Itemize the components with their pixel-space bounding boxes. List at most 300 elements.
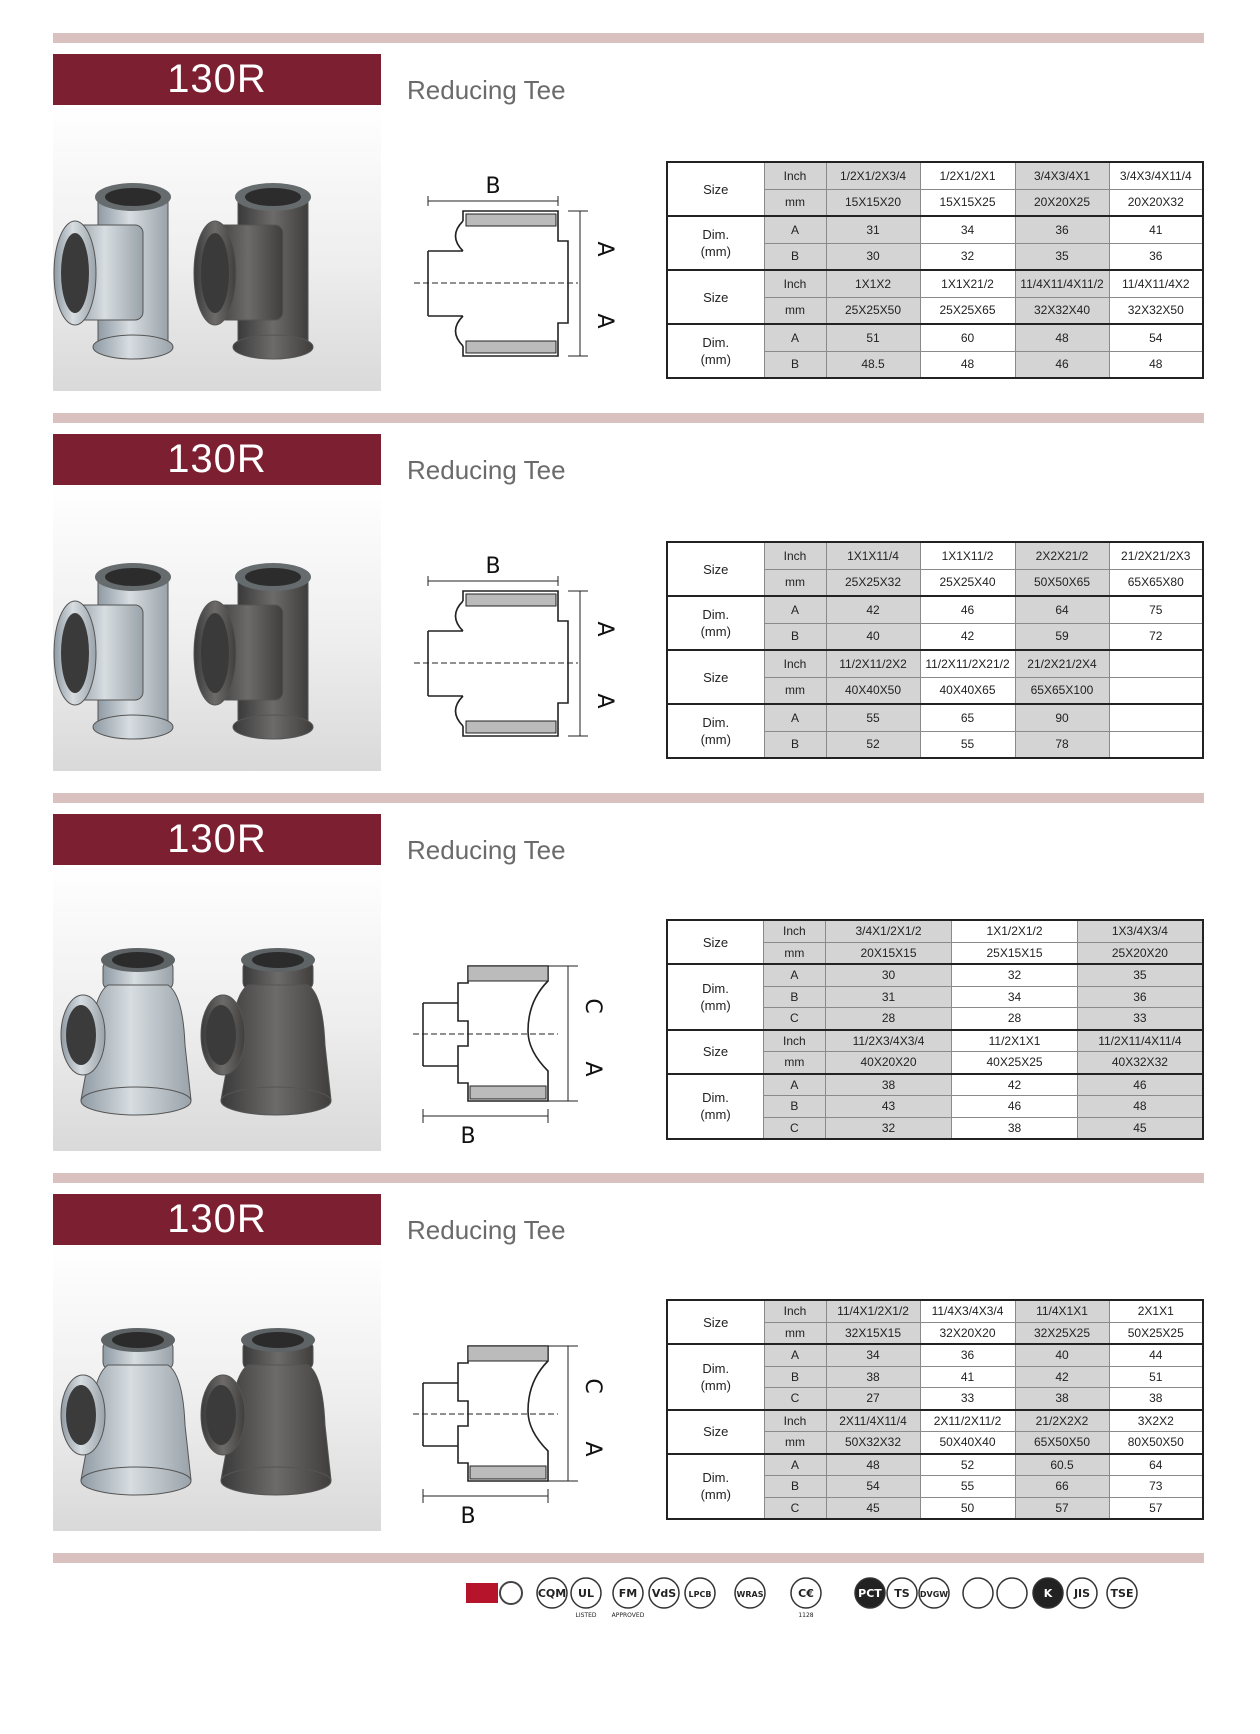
inch-size-cell: 21/2X21/2X3 — [1109, 542, 1203, 569]
dimension-value-cell: 43 — [825, 1096, 952, 1118]
product-code: 130R — [53, 54, 381, 105]
seal-logo — [997, 1578, 1027, 1608]
mm-label: mm — [764, 297, 826, 324]
svg-text:K: K — [1043, 1587, 1053, 1600]
mm-size-cell: 15X15X25 — [920, 189, 1015, 216]
vds-logo — [649, 1578, 679, 1608]
dimension-value-cell: 31 — [825, 986, 952, 1008]
product-code: 130R — [53, 1194, 381, 1245]
size-label: Size — [667, 1300, 764, 1344]
dimension-value-cell: 59 — [1015, 623, 1109, 650]
mm-size-cell: 40X40X65 — [920, 677, 1015, 704]
mm-size-cell: 65X50X50 — [1015, 1432, 1109, 1454]
spec-table — [666, 161, 1204, 379]
size-label: Size — [667, 542, 764, 596]
dimension-letter: A — [764, 704, 826, 731]
ul-listed-logo — [571, 1578, 601, 1619]
svg-text:1128: 1128 — [798, 1612, 814, 1619]
product-section — [53, 33, 1204, 413]
inch-size-cell: 1/2X1/2X3/4 — [826, 162, 920, 189]
inch-size-cell: 3/4X3/4X11/4 — [1109, 162, 1203, 189]
technical-drawing — [408, 151, 658, 391]
size-label: Size — [667, 1030, 764, 1074]
size-inch-row — [667, 270, 1203, 297]
dimension-row — [667, 216, 1203, 243]
dimension-value-cell: 55 — [920, 731, 1015, 758]
dimension-value-cell: 34 — [826, 1344, 920, 1366]
dimension-value-cell: 33 — [920, 1388, 1015, 1410]
mm-label: mm — [764, 942, 826, 964]
lpcb-logo — [685, 1578, 715, 1608]
dimension-value-cell: 64 — [1015, 596, 1109, 623]
dimension-value-cell: 60 — [920, 324, 1015, 351]
dimension-value-cell: 38 — [1015, 1388, 1109, 1410]
section-divider — [53, 413, 1204, 423]
dimension-value-cell: 46 — [920, 596, 1015, 623]
inch-label: Inch — [764, 650, 826, 677]
inch-label: Inch — [764, 1300, 826, 1322]
dimension-value-cell: 33 — [1077, 1008, 1203, 1030]
dim-unit-text: (mm) — [700, 1377, 731, 1393]
dimension-letter: A — [764, 1454, 826, 1476]
dimension-letter: B — [764, 351, 826, 378]
dimension-value-cell: 42 — [1015, 1366, 1109, 1388]
svg-text:CQM: CQM — [537, 1587, 567, 1600]
black-tee-image — [201, 948, 331, 1115]
dimension-value-cell: 41 — [1109, 216, 1203, 243]
certification-logos — [466, 1575, 1206, 1619]
dimension-letter: B — [764, 243, 826, 270]
dimension-label — [667, 324, 764, 378]
product-code: 130R — [53, 434, 381, 485]
dimension-value-cell: 44 — [1109, 1344, 1203, 1366]
product-photo — [53, 1245, 381, 1531]
inch-size-cell: 2X2X21/2 — [1015, 542, 1109, 569]
mm-size-cell: 20X20X25 — [1015, 189, 1109, 216]
mm-size-cell: 15X15X20 — [826, 189, 920, 216]
dim-unit-text: (mm) — [700, 1487, 731, 1503]
mm-size-cell: 40X40X50 — [826, 677, 920, 704]
inch-size-cell: 11/2X11/4X11/4 — [1077, 1030, 1203, 1052]
dimension-value-cell: 90 — [1015, 704, 1109, 731]
inch-size-cell: 2X1X1 — [1109, 1300, 1203, 1322]
dim-text: Dim. — [702, 715, 730, 730]
technical-drawing — [408, 911, 658, 1151]
spec-table — [666, 919, 1204, 1140]
black-tee-image — [201, 1328, 331, 1495]
dimension-value-cell: 31 — [826, 216, 920, 243]
svg-text:TS: TS — [894, 1587, 910, 1600]
dimension-value-cell: 45 — [1077, 1117, 1203, 1139]
dimension-value-cell: 55 — [826, 704, 920, 731]
dimension-label — [667, 216, 764, 270]
dim-unit-text: (mm) — [700, 732, 731, 747]
dimension-value-cell: 34 — [952, 986, 1077, 1008]
dimension-value-cell: 35 — [1077, 964, 1203, 986]
dimension-value-cell: 54 — [1109, 324, 1203, 351]
dimension-letter: A — [764, 324, 826, 351]
galvanized-tee-image — [54, 183, 173, 359]
dimension-value-cell: 46 — [1077, 1074, 1203, 1096]
dimension-label-right1: A — [592, 621, 617, 637]
size-inch-row — [667, 162, 1203, 189]
fm-approved-logo — [612, 1578, 645, 1619]
dimension-value-cell: 66 — [1015, 1476, 1109, 1498]
dimension-row — [667, 324, 1203, 351]
size-inch-row — [667, 920, 1203, 942]
dim-text: Dim. — [702, 1470, 730, 1486]
dimension-value-cell: 57 — [1109, 1497, 1203, 1519]
galvanized-tee-image — [61, 1328, 191, 1495]
dimension-value-cell: 32 — [952, 964, 1077, 986]
dimension-row — [667, 1344, 1203, 1366]
dimension-value-cell: 28 — [825, 1008, 952, 1030]
dimension-value-cell: 60.5 — [1015, 1454, 1109, 1476]
dim-text: Dim. — [702, 335, 730, 350]
dimension-value-cell: 45 — [826, 1497, 920, 1519]
mm-size-cell: 50X40X40 — [920, 1432, 1015, 1454]
inch-label: Inch — [764, 920, 826, 942]
dimension-value-cell: 36 — [1015, 216, 1109, 243]
ts-logo — [887, 1578, 917, 1608]
dimension-value-cell: 50 — [920, 1497, 1015, 1519]
tse-logo — [1107, 1578, 1137, 1608]
dimension-value-cell: 36 — [920, 1344, 1015, 1366]
dimension-label-bottom: B — [460, 1124, 476, 1149]
dimension-value-cell: 55 — [920, 1476, 1015, 1498]
dim-text: Dim. — [702, 1090, 729, 1106]
inch-size-cell: 1X1X11/4 — [826, 542, 920, 569]
dimension-value-cell: 38 — [826, 1366, 920, 1388]
mm-size-cell: 40X25X25 — [952, 1052, 1077, 1074]
inch-label: Inch — [764, 270, 826, 297]
inch-size-cell: 1X3/4X3/4 — [1077, 920, 1203, 942]
mm-label: mm — [764, 1052, 826, 1074]
jis-logo — [1067, 1578, 1097, 1608]
mm-label: mm — [764, 1432, 826, 1454]
dimension-letter: B — [764, 986, 826, 1008]
dimension-value-cell: 35 — [1015, 243, 1109, 270]
dimension-letter: A — [764, 216, 826, 243]
dimension-value-cell: 52 — [826, 731, 920, 758]
svg-text:FM: FM — [618, 1587, 638, 1600]
product-photo — [53, 865, 381, 1151]
dimension-label-right2: A — [592, 693, 617, 709]
mm-size-cell: 25X25X40 — [920, 569, 1015, 596]
inch-label: Inch — [764, 162, 826, 189]
hengyang-cert-logo — [466, 1582, 522, 1604]
dimension-value-cell: 42 — [920, 623, 1015, 650]
svg-text:APPROVED: APPROVED — [611, 1612, 645, 1619]
section-divider — [53, 1173, 1204, 1183]
dimension-letter: B — [764, 1096, 826, 1118]
size-inch-row — [667, 1410, 1203, 1432]
inch-label: Inch — [764, 542, 826, 569]
mm-size-cell: 25X25X65 — [920, 297, 1015, 324]
dimension-value-cell: 46 — [1015, 351, 1109, 378]
dimension-label-right2: A — [580, 1441, 605, 1457]
ce-logo — [791, 1578, 821, 1619]
inch-label: Inch — [764, 1030, 826, 1052]
dimension-value-cell: 41 — [920, 1366, 1015, 1388]
inch-size-cell: 1/2X1/2X1 — [920, 162, 1015, 189]
inch-size-cell: 11/2X11/2X21/2 — [920, 650, 1015, 677]
dimension-value-cell: 40 — [1015, 1344, 1109, 1366]
footer-divider — [53, 1553, 1204, 1563]
galvanized-tee-image — [61, 948, 191, 1115]
product-section — [53, 1173, 1204, 1553]
inch-size-cell: 1X1X2 — [826, 270, 920, 297]
inch-size-cell — [1109, 650, 1203, 677]
dimension-value-cell — [1109, 731, 1203, 758]
dimension-row — [667, 1454, 1203, 1476]
inch-size-cell: 3/4X1/2X1/2 — [825, 920, 952, 942]
dimension-letter: B — [764, 1476, 826, 1498]
dimension-letter: B — [764, 731, 826, 758]
size-label: Size — [667, 650, 764, 704]
svg-text:TSE: TSE — [1110, 1587, 1134, 1600]
dimension-value-cell: 40 — [826, 623, 920, 650]
product-title: Reducing Tee — [407, 835, 566, 865]
dimension-value-cell: 38 — [1109, 1388, 1203, 1410]
mm-size-cell: 25X25X32 — [826, 569, 920, 596]
dimension-letter: B — [764, 1366, 826, 1388]
dimension-row — [667, 704, 1203, 731]
inch-size-cell: 21/2X21/2X4 — [1015, 650, 1109, 677]
dimension-value-cell: 30 — [826, 243, 920, 270]
svg-text:LPCB: LPCB — [688, 1590, 712, 1599]
dimension-value-cell: 38 — [825, 1074, 952, 1096]
pct-logo — [855, 1578, 885, 1608]
dimension-label-right1: A — [592, 241, 617, 257]
cqm-logo — [537, 1578, 567, 1608]
galvanized-tee-image — [54, 563, 173, 739]
dimension-value-cell: 28 — [952, 1008, 1077, 1030]
dimension-value-cell: 57 — [1015, 1497, 1109, 1519]
dim-unit-text: (mm) — [700, 624, 731, 639]
dimension-label-right1: C — [580, 1378, 605, 1394]
mm-size-cell: 25X20X20 — [1077, 942, 1203, 964]
inch-size-cell: 11/4X11/4X2 — [1109, 270, 1203, 297]
inch-size-cell: 2X11/2X11/2 — [920, 1410, 1015, 1432]
dimension-letter: A — [764, 596, 826, 623]
size-inch-row — [667, 1030, 1203, 1052]
dim-text: Dim. — [702, 607, 730, 622]
black-tee-image — [194, 563, 313, 739]
dim-text: Dim. — [702, 227, 730, 242]
dim-text: Dim. — [702, 980, 729, 996]
dim-unit-text: (mm) — [700, 997, 731, 1013]
dimension-letter: C — [764, 1388, 826, 1410]
spec-table — [666, 541, 1204, 759]
dimension-row — [667, 964, 1203, 986]
mm-size-cell: 80X50X50 — [1109, 1432, 1203, 1454]
product-title: Reducing Tee — [407, 75, 566, 105]
size-inch-row — [667, 650, 1203, 677]
svg-text:UL: UL — [578, 1587, 594, 1600]
dimension-value-cell: 32 — [825, 1117, 952, 1139]
dimension-value-cell: 36 — [1077, 986, 1203, 1008]
dimension-value-cell: 48 — [826, 1454, 920, 1476]
mm-size-cell: 20X20X32 — [1109, 189, 1203, 216]
mm-size-cell: 50X50X65 — [1015, 569, 1109, 596]
mm-size-cell: 40X20X20 — [825, 1052, 952, 1074]
dimension-value-cell: 73 — [1109, 1476, 1203, 1498]
dim-text: Dim. — [702, 1360, 730, 1376]
inch-size-cell: 1X1/2X1/2 — [952, 920, 1077, 942]
mm-size-cell: 32X32X50 — [1109, 297, 1203, 324]
dimension-row — [667, 596, 1203, 623]
dimension-label-top: B — [485, 554, 501, 579]
mm-size-cell: 65X65X100 — [1015, 677, 1109, 704]
wras-logo — [735, 1578, 765, 1608]
mm-size-cell: 32X25X25 — [1015, 1322, 1109, 1344]
dimension-value-cell: 38 — [952, 1117, 1077, 1139]
technical-drawing — [408, 1291, 658, 1531]
dimension-letter: A — [764, 964, 826, 986]
dimension-value-cell: 48 — [1109, 351, 1203, 378]
dimension-value-cell: 32 — [920, 243, 1015, 270]
svg-text:LISTED: LISTED — [575, 1612, 597, 1619]
svg-text:WRAS: WRAS — [736, 1590, 764, 1599]
section-divider — [53, 33, 1204, 43]
mm-label: mm — [764, 189, 826, 216]
dimension-label-bottom: B — [460, 1504, 476, 1529]
mm-label: mm — [764, 677, 826, 704]
dimension-value-cell: 75 — [1109, 596, 1203, 623]
dimension-letter: C — [764, 1497, 826, 1519]
dimension-value-cell: 54 — [826, 1476, 920, 1498]
spec-table — [666, 1299, 1204, 1520]
mm-size-cell: 32X32X40 — [1015, 297, 1109, 324]
dim-unit-text: (mm) — [700, 352, 731, 367]
dimension-label-right2: A — [580, 1061, 605, 1077]
product-photo — [53, 485, 381, 771]
dimension-label — [667, 1074, 764, 1140]
mm-label: mm — [764, 1322, 826, 1344]
dimension-value-cell: 64 — [1109, 1454, 1203, 1476]
inch-size-cell: 11/4X11/4X11/2 — [1015, 270, 1109, 297]
inch-size-cell: 11/4X1X1 — [1015, 1300, 1109, 1322]
svg-text:JIS: JIS — [1073, 1587, 1091, 1600]
dimension-label-right1: C — [580, 998, 605, 1014]
dimension-letter: A — [764, 1344, 826, 1366]
mm-size-cell: 65X65X80 — [1109, 569, 1203, 596]
dimension-value-cell: 48.5 — [826, 351, 920, 378]
size-label: Size — [667, 920, 764, 964]
dimension-value-cell: 52 — [920, 1454, 1015, 1476]
size-inch-row — [667, 542, 1203, 569]
dimension-value-cell — [1109, 704, 1203, 731]
dimension-label-top: B — [485, 174, 501, 199]
dimension-label — [667, 1454, 764, 1520]
mm-size-cell: 40X32X32 — [1077, 1052, 1203, 1074]
product-section — [53, 413, 1204, 793]
dimension-label — [667, 964, 764, 1030]
mm-size-cell: 32X15X15 — [826, 1322, 920, 1344]
inch-size-cell: 3/4X3/4X1 — [1015, 162, 1109, 189]
mm-size-cell: 20X15X15 — [825, 942, 952, 964]
dim-unit-text: (mm) — [700, 1107, 731, 1123]
dimension-value-cell: 42 — [826, 596, 920, 623]
product-section — [53, 793, 1204, 1173]
mm-size-cell: 50X25X25 — [1109, 1322, 1203, 1344]
dimension-letter: C — [764, 1008, 826, 1030]
svg-text:VdS: VdS — [651, 1587, 677, 1600]
dimension-letter: B — [764, 623, 826, 650]
dimension-value-cell: 65 — [920, 704, 1015, 731]
dimension-value-cell: 27 — [826, 1388, 920, 1410]
svg-text:DVGW: DVGW — [919, 1590, 949, 1599]
dimension-value-cell: 34 — [920, 216, 1015, 243]
mm-size-cell — [1109, 677, 1203, 704]
dimension-value-cell: 46 — [952, 1096, 1077, 1118]
product-code: 130R — [53, 814, 381, 865]
technical-drawing — [408, 531, 658, 771]
black-tee-image — [194, 183, 313, 359]
inch-size-cell: 11/4X3/4X3/4 — [920, 1300, 1015, 1322]
product-title: Reducing Tee — [407, 1215, 566, 1245]
inch-size-cell: 3X2X2 — [1109, 1410, 1203, 1432]
dimension-label — [667, 704, 764, 758]
dimension-value-cell: 48 — [920, 351, 1015, 378]
kitemark-logo — [963, 1578, 993, 1608]
mm-size-cell: 25X25X50 — [826, 297, 920, 324]
size-label: Size — [667, 270, 764, 324]
mm-size-cell: 25X15X15 — [952, 942, 1077, 964]
dimension-value-cell: 48 — [1077, 1096, 1203, 1118]
dimension-letter: A — [764, 1074, 826, 1096]
product-title: Reducing Tee — [407, 455, 566, 485]
ks-logo — [1033, 1578, 1063, 1608]
inch-size-cell: 1X1X21/2 — [920, 270, 1015, 297]
inch-size-cell: 1X1X11/2 — [920, 542, 1015, 569]
inch-size-cell: 11/4X1/2X1/2 — [826, 1300, 920, 1322]
dimension-value-cell: 30 — [825, 964, 952, 986]
dim-unit-text: (mm) — [700, 244, 731, 259]
dimension-label-right2: A — [592, 313, 617, 329]
section-divider — [53, 793, 1204, 803]
mm-label: mm — [764, 569, 826, 596]
dimension-value-cell: 51 — [826, 324, 920, 351]
product-photo — [53, 105, 381, 391]
svg-text:C€: C€ — [798, 1587, 814, 1600]
dimension-value-cell: 42 — [952, 1074, 1077, 1096]
svg-text:PCT: PCT — [858, 1587, 882, 1600]
mm-size-cell: 32X20X20 — [920, 1322, 1015, 1344]
inch-size-cell: 11/2X11/2X2 — [826, 650, 920, 677]
dimension-value-cell: 36 — [1109, 243, 1203, 270]
inch-label: Inch — [764, 1410, 826, 1432]
inch-size-cell: 11/2X1X1 — [952, 1030, 1077, 1052]
dimension-value-cell: 48 — [1015, 324, 1109, 351]
inch-size-cell: 21/2X2X2 — [1015, 1410, 1109, 1432]
dimension-letter: C — [764, 1117, 826, 1139]
mm-size-cell: 50X32X32 — [826, 1432, 920, 1454]
inch-size-cell: 11/2X3/4X3/4 — [825, 1030, 952, 1052]
dimension-value-cell: 78 — [1015, 731, 1109, 758]
dimension-value-cell: 51 — [1109, 1366, 1203, 1388]
dvgw-logo — [919, 1578, 949, 1608]
inch-size-cell: 2X11/4X11/4 — [826, 1410, 920, 1432]
size-label: Size — [667, 162, 764, 216]
dimension-label — [667, 1344, 764, 1410]
size-inch-row — [667, 1300, 1203, 1322]
dimension-value-cell: 72 — [1109, 623, 1203, 650]
dimension-row — [667, 1074, 1203, 1096]
size-label: Size — [667, 1410, 764, 1454]
dimension-label — [667, 596, 764, 650]
